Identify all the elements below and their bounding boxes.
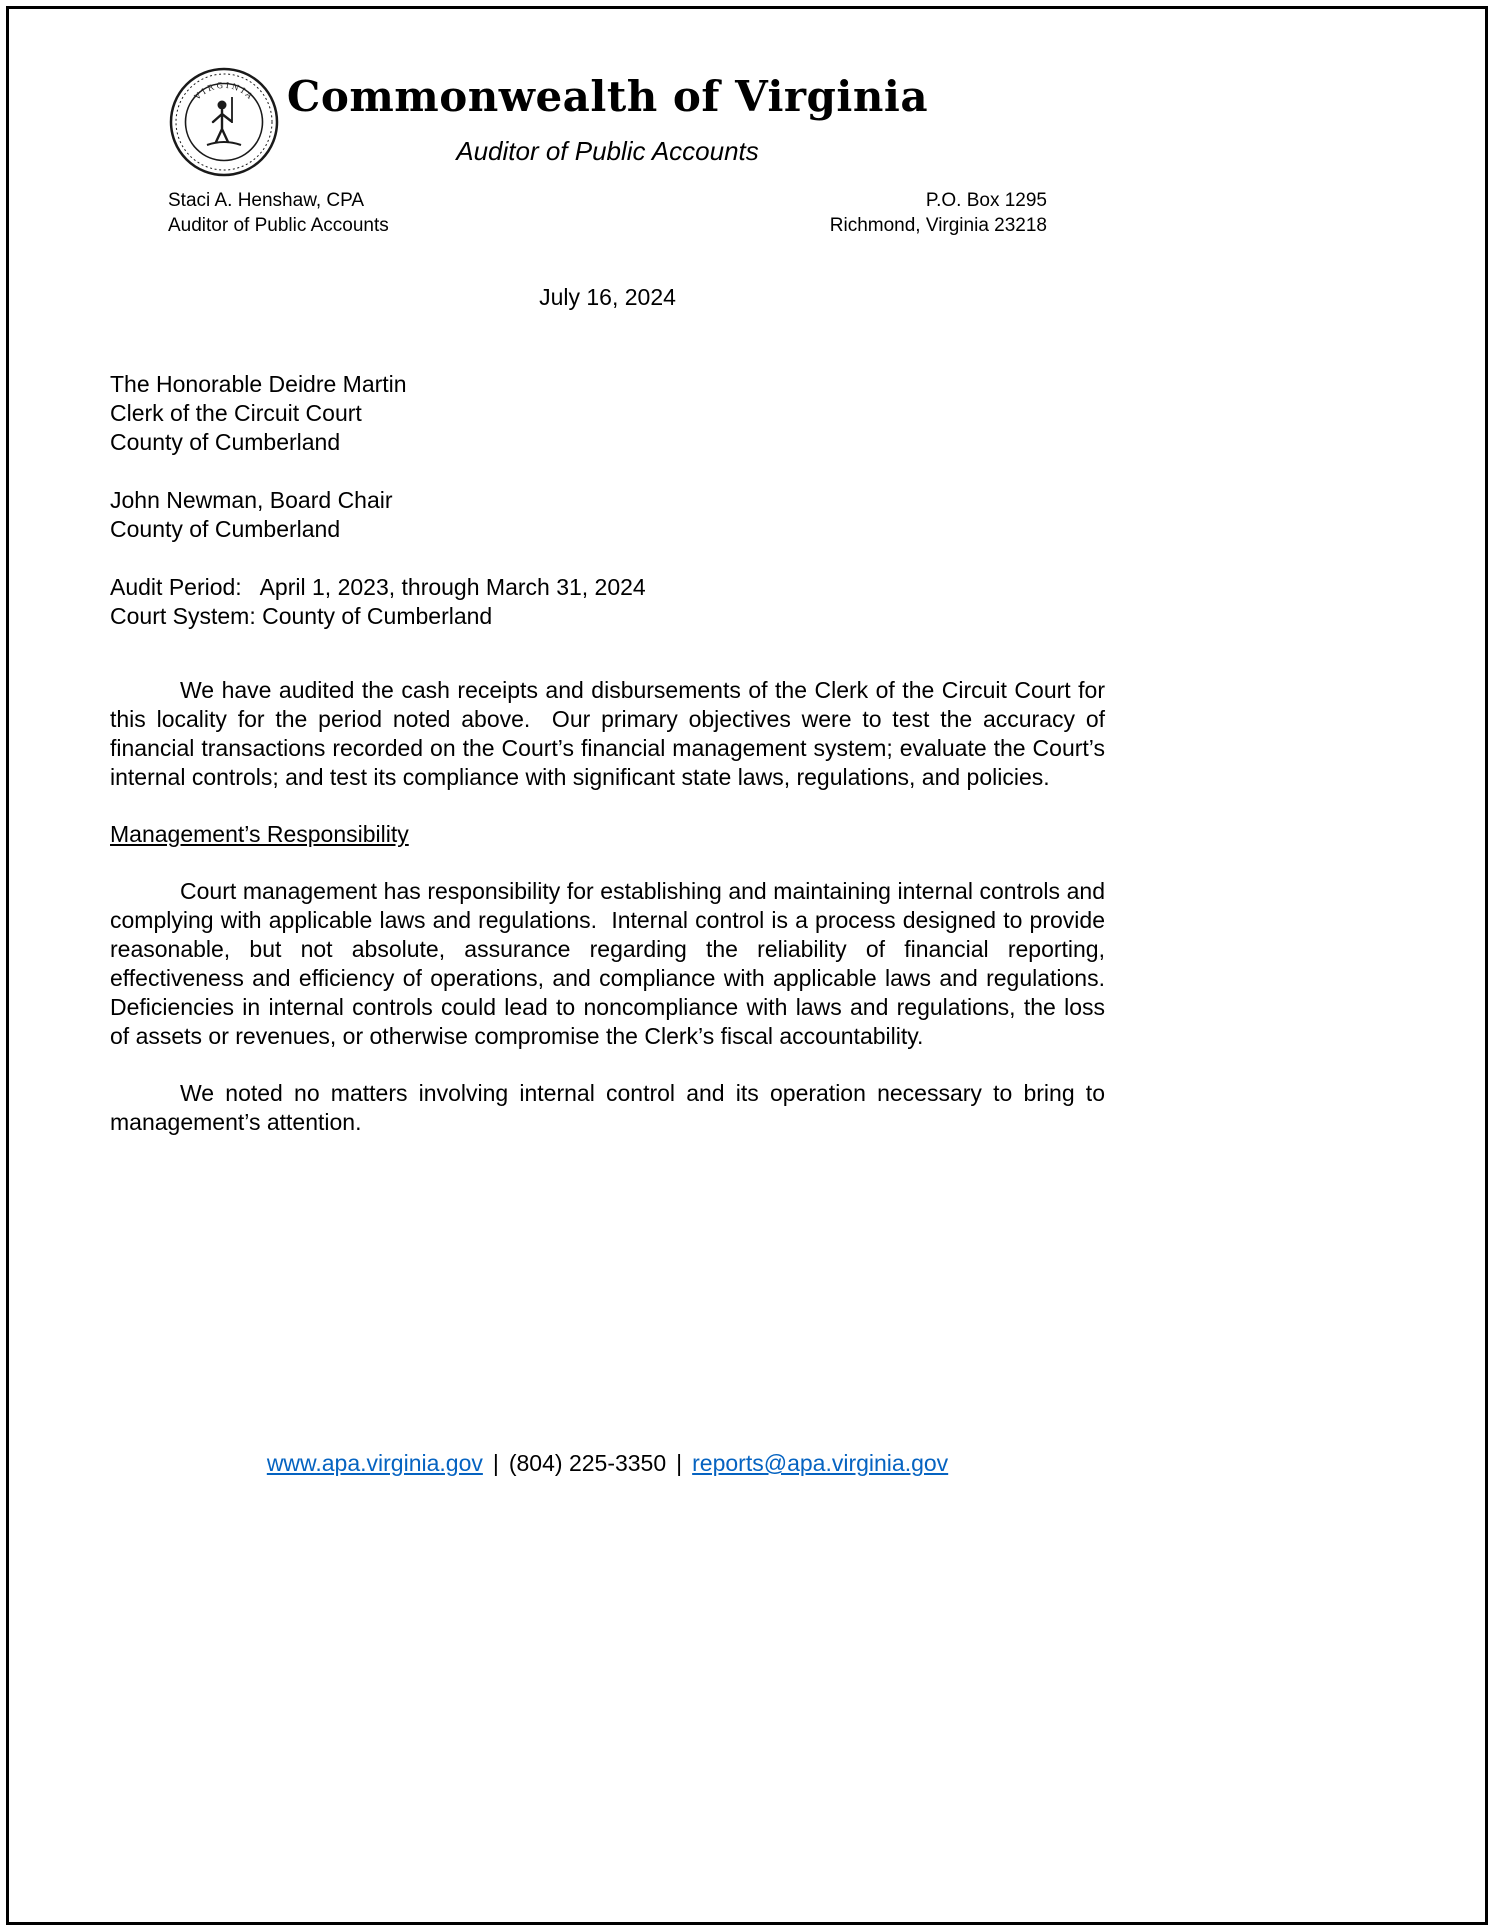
recipient-name: The Honorable Deidre Martin [110, 371, 407, 397]
audit-info-block [110, 573, 1105, 631]
recipient-locality: County of Cumberland [110, 429, 341, 455]
office-address-block [830, 188, 1047, 238]
letter-content [110, 0, 1118, 1931]
svg-text:VIRGINIA: VIRGINIA [192, 80, 256, 103]
footer [110, 1448, 1105, 1478]
body-paragraph-1: We have audited the cash receipts and disbursements of the Clerk of the Circuit Court for this locality for the period noted above. Our primary objectives were to test the accuracy of financial transactions recorded on the Court’s financial management system; evaluate the Court’s internal controls; and test its compliance with significant state laws, regulations, and policies. [110, 677, 1112, 790]
officer-block [168, 188, 389, 238]
footer-separator: | [676, 1450, 683, 1476]
recipient-name: John Newman, Board Chair [110, 487, 393, 513]
officer-name: Staci A. Henshaw, CPA [168, 190, 365, 211]
body-paragraph-2: Court management has responsibility for establishing and maintaining internal controls and complying with applicable laws and regulations. Internal control is a process designed to provide reasonable, but not absolute, assurance regarding the reliability of financial reporting, effectiveness and efficiency of operations, and compliance with applicable laws and regulations. Deficiencies in internal controls could lead to noncompliance with laws and regulations, the loss of assets or revenues, or otherwise compromise the Clerk’s fiscal accountability. [110, 878, 1118, 1049]
body-paragraph-3: We noted no matters involving internal control and its operation necessary to bring to management’s attention. [110, 1080, 1112, 1135]
section-heading: Management’s Responsibility [110, 821, 409, 847]
po-box-line: P.O. Box 1295 [925, 190, 1047, 211]
recipient-title: Clerk of the Circuit Court [110, 400, 362, 426]
letterhead [110, 0, 1105, 238]
virginia-seal-icon [168, 66, 280, 178]
letter-date: July 16, 2024 [539, 284, 676, 310]
recipient-block-1 [110, 370, 1105, 457]
recipient-locality: County of Cumberland [110, 516, 341, 542]
letterhead-subtitle: Auditor of Public Accounts [456, 136, 759, 167]
footer-email-link[interactable]: reports@apa.virginia.gov [692, 1450, 949, 1476]
footer-separator: | [492, 1450, 499, 1476]
court-system-line: Court System: County of Cumberland [110, 603, 493, 629]
recipient-block-2 [110, 486, 1105, 544]
officer-title: Auditor of Public Accounts [168, 215, 389, 236]
letterhead-title: Commonwealth of Virginia [286, 72, 929, 121]
city-state-zip-line: Richmond, Virginia 23218 [829, 215, 1047, 236]
footer-website-link[interactable]: www.apa.virginia.gov [266, 1450, 483, 1476]
footer-phone: (804) 225-3350 [508, 1450, 667, 1476]
audit-period-line: Audit Period: April 1, 2023, through March 31, 2024 [110, 574, 646, 600]
